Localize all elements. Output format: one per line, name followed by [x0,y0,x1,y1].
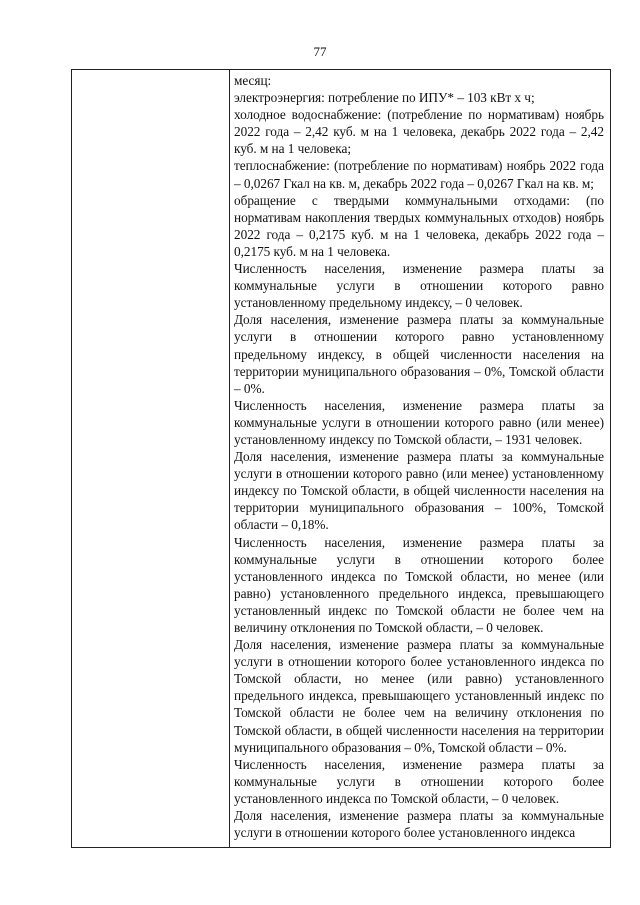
page-number: 77 [313,44,327,59]
paragraph-month: месяц: [234,73,272,88]
paragraph-population-within-index: Численность населения, изменение размера платы за коммунальные услуги в отношении которого равно (или менее) установленному индексу по Томской области, – 1931 человек. [234,397,604,447]
table-left-cell [72,70,230,847]
paragraph-solid-waste: обращение с твердыми коммунальными отходами: (по нормативам накопления твердых коммунальных отходов) ноябрь 2022 года – 0,2175 куб. м на 1 человека, декабрь 2022 года – 0,2175 куб. м на 1 человека. [234,192,604,259]
paragraph-population-equal-limit: Численность населения, изменение размера платы за коммунальные услуги в отношении которого равно установленному предельному индексу, – 0 человек. [234,261,604,311]
paragraph-population-above-index: Численность населения, изменение размера платы за коммунальные услуги в отношении которого более установленного индекса по Томской области, – 0 человек. [234,756,604,806]
paragraph-cold-water: холодное водоснабжение: (потребление по нормативам) ноябрь 2022 года – 2,42 куб. м на 1 человека, декабрь 2022 года – 2,42 куб. м на 1 человека; [234,107,604,157]
table-right-cell [230,70,610,847]
paragraph-population-above-index-within-deviation: Численность населения, изменение размера платы за коммунальные услуги в отношении которого более установленного индекса по Томской области, но менее (или равно) установленного предельного индекса, превышающего установленный индекс по Томской области не более чем на величину отклонения по Томской области, – 0 человек. [234,534,604,635]
paragraph-share-above-index: Доля населения, изменение размера платы за коммунальные услуги в отношении которого более установленного индекса [234,808,604,841]
paragraph-share-within-index: Доля населения, изменение размера платы за коммунальные услуги в отношении которого равно (или менее) установленному индексу по Томской области, в общей численности населения на территории муниципального образования – 100%, Томской области – 0,18%. [234,449,604,533]
paragraph-electricity: электроэнергия: потребление по ИПУ* – 103 кВт х ч; [234,90,535,106]
paragraph-share-equal-limit: Доля населения, изменение размера платы за коммунальные услуги в отношении которого равно установленному предельному индексу, в общей численности населения на территории муниципального образования – 0%, Томской области – 0%. [234,312,604,396]
paragraph-share-above-index-within-deviation: Доля населения, изменение размера платы за коммунальные услуги в отношении которого более установленного индекса по Томской области, но менее (или равно) установленного предельного индекса, превышающего установленный индекс по Томской области не более чем на величину отклонения по Томской области, в общей численности населения на территории муниципального образования – 0%, Томской области – 0%. [234,637,604,755]
document-table [71,69,611,848]
paragraph-heating: теплоснабжение: (потребление по нормативам) ноябрь 2022 года – 0,0267 Гкал на кв. м, декабрь 2022 года – 0,0267 Гкал на кв. м; [234,158,604,191]
